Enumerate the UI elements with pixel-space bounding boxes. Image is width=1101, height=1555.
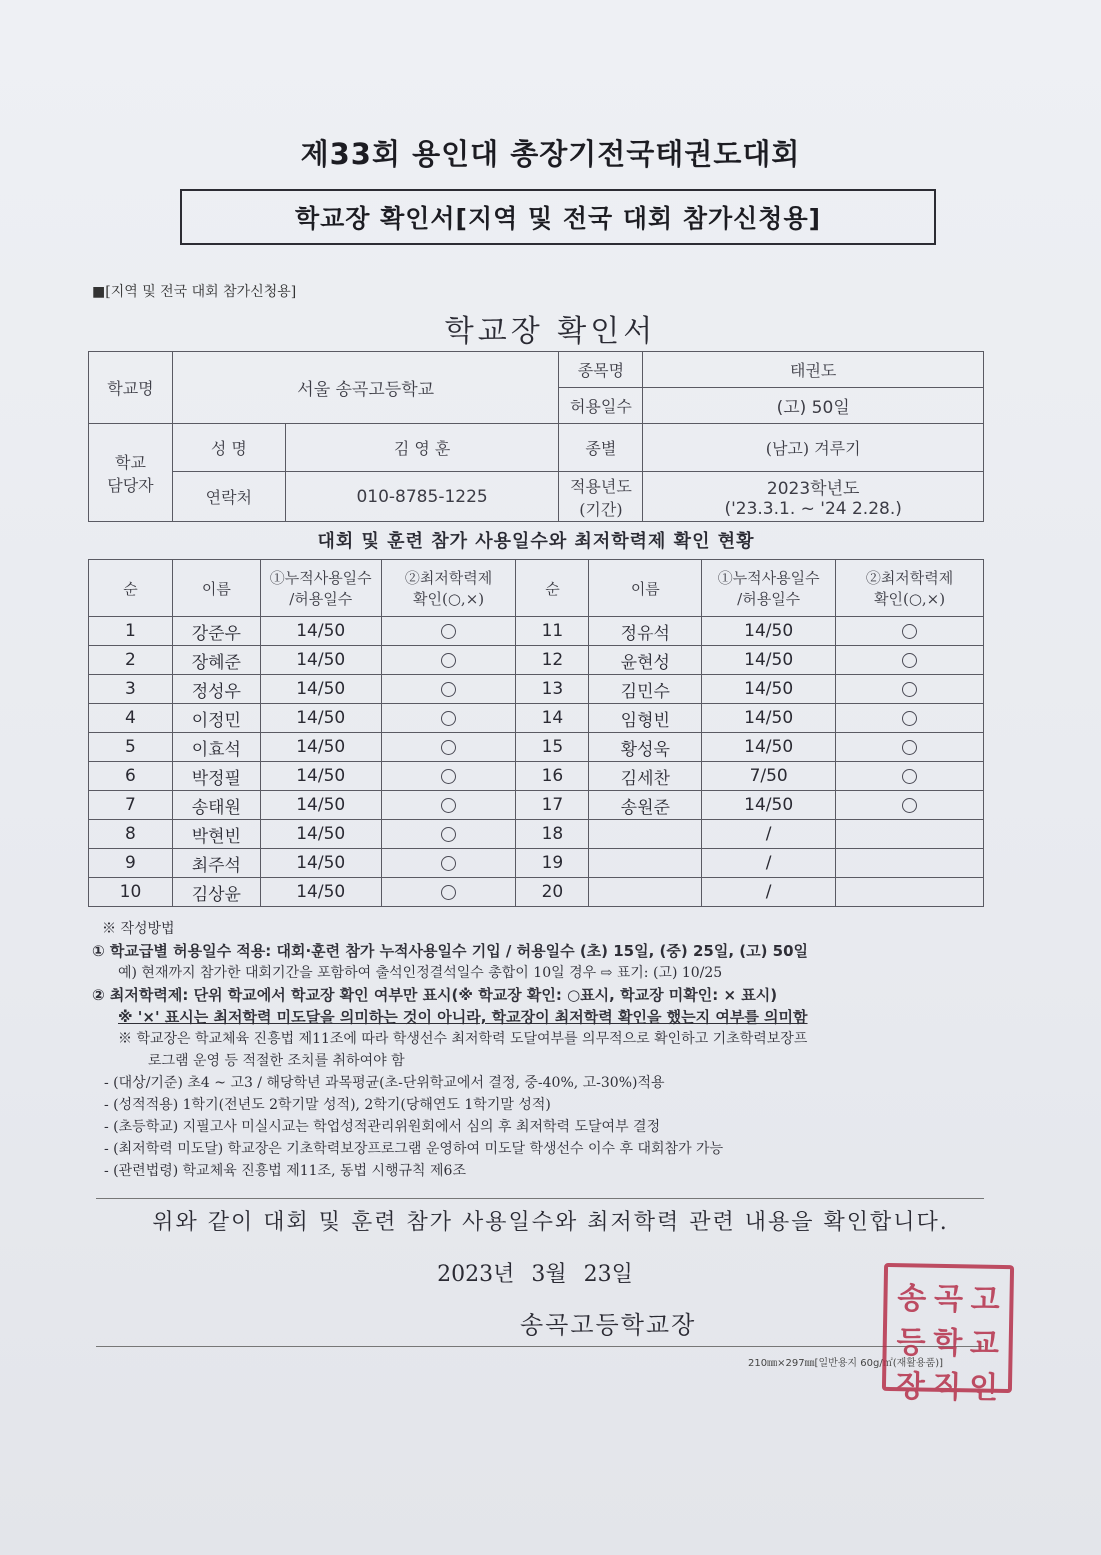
detail-5: - (관련법령) 학교체육 진흥법 제11조, 동법 시행규칙 제6조 (104, 1163, 466, 1179)
student-check (836, 762, 984, 791)
student-no: 10 (89, 878, 173, 907)
header-name: 이름 (172, 560, 260, 617)
header-check-line-2: 확인(○,×) (413, 590, 485, 608)
student-check (381, 617, 516, 646)
check-circle-icon (441, 885, 456, 900)
seal-character: 고 (970, 1282, 1000, 1318)
student-check (381, 646, 516, 675)
contact-value: 010-8785-1225 (285, 472, 559, 522)
student-check (836, 675, 984, 704)
student-check (381, 791, 516, 820)
student-days: / (702, 849, 836, 878)
student-no: 1 (89, 617, 173, 646)
header-days-line-1: ①누적사용일수 (269, 569, 372, 587)
student-days: 14/50 (260, 675, 381, 704)
student-days: 14/50 (702, 791, 836, 820)
student-check (836, 617, 984, 646)
table-row (89, 646, 984, 675)
year-value (643, 472, 984, 522)
student-no: 9 (89, 849, 173, 878)
header-days-line-1: ①누적사용일수 (717, 569, 820, 587)
student-name: 정성우 (172, 675, 260, 704)
student-check (836, 704, 984, 733)
student-check (836, 646, 984, 675)
student-name: 황성욱 (589, 733, 702, 762)
note-1: ① 학교급별 허용일수 적용: 대회·훈련 참가 누적사용일수 기입 / 허용일수 (초) 15일, (중) 25일, (고) 50일 (92, 942, 809, 960)
student-name (589, 820, 702, 849)
confirmation-text: 위와 같이 대회 및 훈련 참가 사용일수와 최저학력 관련 내용을 확인합니다. (152, 1210, 949, 1235)
document-title: 학교장 확인서 (444, 314, 657, 349)
student-list-table (88, 559, 984, 907)
header-check-line-1: ②최저학력제 (865, 569, 954, 587)
student-days: 14/50 (260, 762, 381, 791)
issue-date: 2023년 3월 23일 (437, 1262, 633, 1287)
staff-label-line-1: 학교 (114, 452, 146, 472)
category-label: 종별 (559, 424, 643, 472)
student-no: 3 (89, 675, 173, 704)
check-circle-icon (441, 798, 456, 813)
header-check (381, 560, 516, 617)
note-1-example: 예) 현재까지 참가한 대회기간을 포함하여 출석인정결석일수 총합이 10일 경우 ⇨ 표기: (고) 10/25 (118, 965, 723, 981)
student-no: 19 (516, 849, 589, 878)
table-row (89, 675, 984, 704)
table-row (89, 733, 984, 762)
student-name: 김세찬 (589, 762, 702, 791)
detail-3: - (초등학교) 지필고사 미실시교는 학업성적관리위원회에서 심의 후 최저학력 도달여부 결정 (104, 1119, 661, 1135)
student-check (381, 878, 516, 907)
student-name: 윤현성 (589, 646, 702, 675)
seal-characters (892, 1273, 1004, 1406)
period-text: ('23.3.1. ~ '24 2.28.) (724, 499, 902, 519)
student-name: 김민수 (589, 675, 702, 704)
check-circle-icon (441, 856, 456, 871)
student-check (836, 733, 984, 762)
check-circle-icon (902, 653, 917, 668)
table-row (89, 617, 984, 646)
year-label-line-2: (기간) (579, 499, 623, 519)
student-no: 5 (89, 733, 173, 762)
student-days: / (702, 878, 836, 907)
student-no: 11 (516, 617, 589, 646)
student-days: 14/50 (260, 646, 381, 675)
student-check (381, 733, 516, 762)
table-row (89, 704, 984, 733)
seal-character: 장 (895, 1369, 926, 1405)
student-check (381, 820, 516, 849)
header-days-line-2: /허용일수 (289, 590, 353, 608)
staff-label-line-2: 담당자 (107, 475, 154, 495)
student-name: 이효석 (172, 733, 260, 762)
student-no: 8 (89, 820, 173, 849)
check-circle-icon (902, 769, 917, 784)
header-check (836, 560, 984, 617)
year-label-line-1: 적용년도 (569, 476, 632, 496)
table-row (89, 849, 984, 878)
header-days (702, 560, 836, 617)
detail-4: - (최저학력 미도달) 학교장은 기초학력보장프로그램 운영하여 미도달 학생선수 이수 후 대회참가 가능 (104, 1141, 724, 1157)
form-title-box: 학교장 확인서[지역 및 전국 대회 참가신청용] (180, 189, 936, 245)
student-days: 14/50 (702, 704, 836, 733)
check-circle-icon (441, 624, 456, 639)
student-days: 14/50 (702, 675, 836, 704)
school-name-label: 학교명 (89, 352, 173, 424)
student-check (381, 849, 516, 878)
header-check-line-1: ②최저학력제 (404, 569, 493, 587)
student-days: 14/50 (260, 849, 381, 878)
seal-character: 직 (932, 1369, 962, 1406)
seal-character: 학 (932, 1325, 963, 1362)
detail-2: - (성적적용) 1학기(전년도 2학기말 성적), 2학기(당해연도 1학기말 성적) (104, 1097, 551, 1113)
note-2-sub-1: ※ '×' 표시는 최저학력 미도달을 의미하는 것이 아니라, 학교장이 최저학력 확인을 했는지 여부를 의미함 (118, 1008, 808, 1026)
student-name: 박정필 (172, 762, 260, 791)
header-days-line-2: /허용일수 (737, 590, 801, 608)
student-days: 14/50 (260, 733, 381, 762)
seal-character: 송 (897, 1281, 927, 1317)
check-circle-icon (902, 798, 917, 813)
student-no: 4 (89, 704, 173, 733)
header-name: 이름 (589, 560, 702, 617)
student-days: 14/50 (260, 791, 381, 820)
student-no: 18 (516, 820, 589, 849)
student-check (381, 704, 516, 733)
student-check (381, 675, 516, 704)
table-row (89, 791, 984, 820)
principal-name: 송곡고등학교장 (520, 1311, 697, 1339)
school-name-value: 서울 송곡고등학교 (172, 352, 559, 424)
notes-heading: ※ 작성방법 (102, 921, 175, 937)
check-circle-icon (902, 624, 917, 639)
student-no: 16 (516, 762, 589, 791)
student-days: 14/50 (260, 820, 381, 849)
event-value: 태권도 (643, 352, 984, 388)
student-no: 6 (89, 762, 173, 791)
note-2-sub-2a: ※ 학교장은 학교체육 진흥법 제11조에 따라 학생선수 최저학력 도달여부를 의무적으로 확인하고 기초학력보장프 (118, 1031, 808, 1047)
student-no: 13 (516, 675, 589, 704)
student-name: 임형빈 (589, 704, 702, 733)
check-circle-icon (441, 653, 456, 668)
paper-size-note: 210㎜×297㎜[일반용지 60g/㎡(재활용품)] (748, 1358, 944, 1369)
student-name (589, 849, 702, 878)
seal-character: 인 (968, 1370, 999, 1406)
student-name: 박현빈 (172, 820, 260, 849)
allowed-days-label: 허용일수 (559, 388, 643, 424)
check-circle-icon (902, 682, 917, 697)
student-name: 김상윤 (172, 878, 260, 907)
student-name (589, 878, 702, 907)
student-check (381, 762, 516, 791)
detail-1: - (대상/기준) 초4 ~ 고3 / 해당학년 과목평균(초-단위학교에서 결정, 중-40%, 고-30%)적용 (104, 1075, 665, 1091)
student-check (836, 820, 984, 849)
allowed-days-value: (고) 50일 (643, 388, 984, 424)
divider-bottom (96, 1346, 984, 1347)
header-days (260, 560, 381, 617)
seal-character: 교 (969, 1326, 1000, 1362)
student-check (836, 849, 984, 878)
name-value: 김 영 훈 (285, 424, 559, 472)
student-name: 장혜준 (172, 646, 260, 675)
seal-character: 등 (896, 1325, 926, 1361)
school-info-table (88, 351, 984, 522)
student-days: / (702, 820, 836, 849)
student-list-body (89, 560, 984, 907)
name-label: 성 명 (172, 424, 285, 472)
student-days: 14/50 (702, 646, 836, 675)
check-circle-icon (441, 827, 456, 842)
year-text: 2023학년도 (766, 479, 860, 499)
instructions-section (92, 918, 992, 1182)
student-days: 14/50 (260, 878, 381, 907)
student-name: 송태원 (172, 791, 260, 820)
student-name: 최주석 (172, 849, 260, 878)
check-circle-icon (441, 682, 456, 697)
check-circle-icon (441, 711, 456, 726)
contact-label: 연락처 (172, 472, 285, 522)
student-name: 정유석 (589, 617, 702, 646)
student-days: 7/50 (702, 762, 836, 791)
form-tag-label: ■[지역 및 전국 대회 참가신청용] (92, 284, 297, 300)
note-2: ② 최저학력제: 단위 학교에서 학교장 확인 여부만 표시(※ 학교장 확인: ○표시, 학교장 미확인: × 표시) (92, 986, 778, 1004)
official-seal (882, 1263, 1014, 1406)
year-label (559, 472, 643, 522)
student-name: 강준우 (172, 617, 260, 646)
category-value: (남고) 겨루기 (643, 424, 984, 472)
header-no: 순 (89, 560, 173, 617)
note-2-sub-2b: 로그램 운영 등 적절한 조치를 취하여야 함 (148, 1053, 405, 1069)
header-check-line-2: 확인(○,×) (873, 590, 946, 608)
table-row (89, 878, 984, 907)
student-no: 20 (516, 878, 589, 907)
event-title: 제33회 용인대 총장기전국태권도대회 (300, 137, 801, 171)
student-name: 송원준 (589, 791, 702, 820)
list-header-row (89, 560, 984, 617)
student-no: 17 (516, 791, 589, 820)
table-row (89, 820, 984, 849)
check-circle-icon (441, 740, 456, 755)
student-no: 2 (89, 646, 173, 675)
student-no: 12 (516, 646, 589, 675)
student-check (836, 878, 984, 907)
divider-top (96, 1198, 984, 1199)
staff-label (89, 424, 173, 522)
check-circle-icon (902, 711, 917, 726)
student-check (836, 791, 984, 820)
header-no: 순 (516, 560, 589, 617)
section-title: 대회 및 훈련 참가 사용일수와 최저학력제 확인 현황 (317, 531, 755, 552)
seal-character: 곡 (933, 1281, 964, 1318)
student-days: 14/50 (702, 733, 836, 762)
student-days: 14/50 (260, 704, 381, 733)
student-days: 14/50 (702, 617, 836, 646)
student-name: 이정민 (172, 704, 260, 733)
student-days: 14/50 (260, 617, 381, 646)
student-no: 15 (516, 733, 589, 762)
check-circle-icon (902, 740, 917, 755)
student-no: 14 (516, 704, 589, 733)
table-row (89, 762, 984, 791)
check-circle-icon (441, 769, 456, 784)
event-label: 종목명 (559, 352, 643, 388)
student-no: 7 (89, 791, 173, 820)
